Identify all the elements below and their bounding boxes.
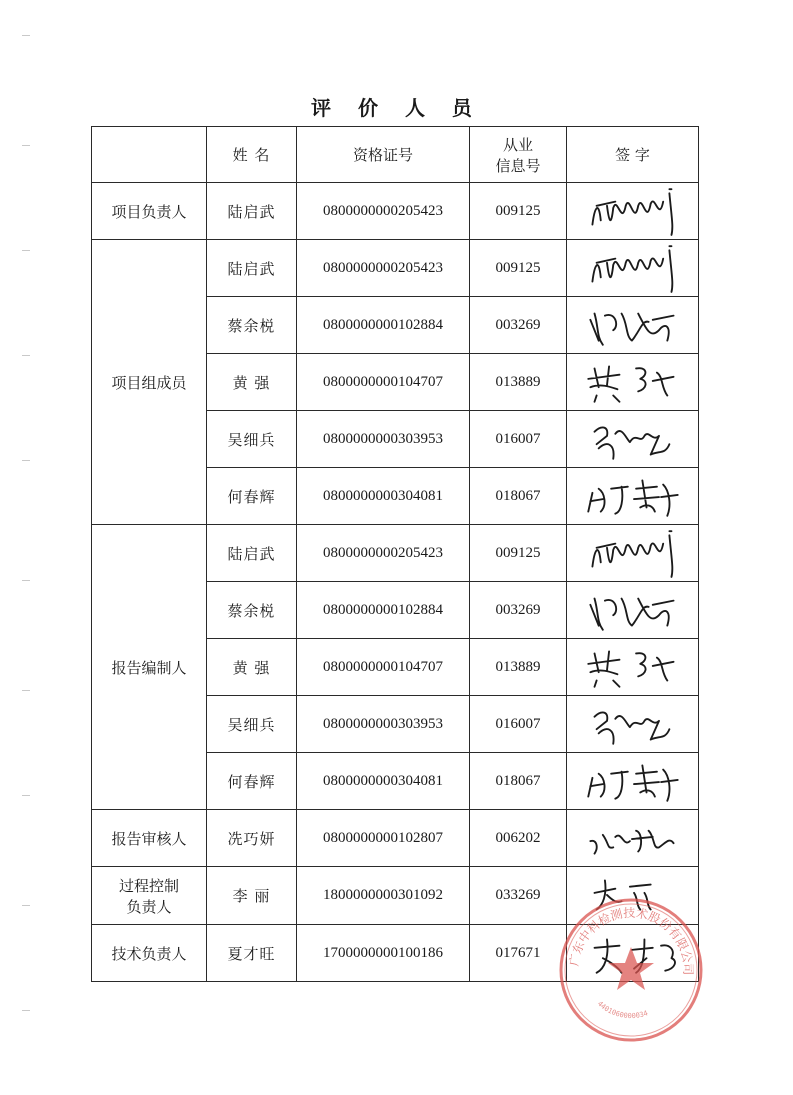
- signature-stroke: [592, 189, 672, 235]
- handwritten-signature: [578, 356, 688, 408]
- margin-tick: [22, 905, 30, 906]
- member-name: 陆启武: [207, 240, 297, 297]
- handwritten-signature: [578, 698, 688, 750]
- signature-cell: [567, 183, 699, 240]
- signature-cell: [567, 753, 699, 810]
- role-cell: 项目负责人: [92, 183, 207, 240]
- table-row: [92, 525, 699, 582]
- role-cell: 技术负责人: [92, 925, 207, 982]
- info-number: 016007: [470, 411, 567, 468]
- info-number: 003269: [470, 297, 567, 354]
- signature-stroke: [592, 246, 672, 292]
- margin-tick: [22, 35, 30, 36]
- info-number: 017671: [470, 925, 567, 982]
- role-cell: 报告编制人: [92, 525, 207, 810]
- handwritten-signature: [578, 470, 688, 522]
- handwritten-signature: [578, 755, 688, 807]
- handwritten-signature: [578, 185, 688, 237]
- cert-number: 0800000000304081: [297, 468, 470, 525]
- signature-stroke: [588, 765, 677, 800]
- member-name: 冼巧妍: [207, 810, 297, 867]
- signature-cell: [567, 867, 699, 925]
- handwritten-signature: [578, 812, 688, 864]
- signature-cell: [567, 411, 699, 468]
- member-name: 夏才旺: [207, 925, 297, 982]
- cert-number: 0800000000104707: [297, 354, 470, 411]
- member-name: 李 丽: [207, 867, 297, 925]
- cert-number: 0800000000102807: [297, 810, 470, 867]
- signature-stroke: [594, 880, 650, 909]
- member-name: 陆启武: [207, 525, 297, 582]
- cert-number: 0800000000104707: [297, 639, 470, 696]
- member-name: 吴细兵: [207, 696, 297, 753]
- info-number: 009125: [470, 525, 567, 582]
- table-row: [92, 867, 699, 925]
- signature-cell: [567, 240, 699, 297]
- signature-cell: [567, 639, 699, 696]
- table-row: [92, 240, 699, 297]
- header-info-line2: 信息号: [495, 156, 541, 175]
- header-role: [92, 127, 207, 183]
- cert-number: 0800000000205423: [297, 525, 470, 582]
- margin-tick: [22, 690, 30, 691]
- signature-stroke: [594, 427, 669, 458]
- margin-tick: [22, 460, 30, 461]
- member-name: 黄 强: [207, 354, 297, 411]
- info-number: 016007: [470, 696, 567, 753]
- role-line2: 负责人: [126, 897, 172, 916]
- seal-number: 4401060000034: [595, 999, 649, 1021]
- cert-number: 0800000000102884: [297, 582, 470, 639]
- signature-cell: [567, 582, 699, 639]
- member-name: 蔡余棁: [207, 297, 297, 354]
- header-cert: 资格证号: [297, 127, 470, 183]
- margin-tick: [22, 1010, 30, 1011]
- info-number: 018067: [470, 753, 567, 810]
- signature-cell: [567, 297, 699, 354]
- signature-stroke: [590, 831, 673, 854]
- table-row: [92, 183, 699, 240]
- cert-number: 0800000000205423: [297, 240, 470, 297]
- margin-tick: [22, 580, 30, 581]
- cert-number: 0800000000303953: [297, 696, 470, 753]
- signature-stroke: [590, 599, 673, 630]
- handwritten-signature: [578, 641, 688, 693]
- signature-stroke: [590, 314, 673, 345]
- handwritten-signature: [578, 927, 688, 979]
- signature-cell: [567, 354, 699, 411]
- table-row: [92, 810, 699, 867]
- signature-stroke: [594, 712, 669, 743]
- header-info: [470, 127, 567, 183]
- margin-tick: [22, 145, 30, 146]
- cert-number: 1800000000301092: [297, 867, 470, 925]
- table-row: [92, 925, 699, 982]
- margin-tick: [22, 355, 30, 356]
- signature-stroke: [588, 366, 673, 401]
- role-line1: 过程控制: [118, 876, 179, 895]
- header-name: 姓 名: [207, 127, 297, 183]
- seal-text: 广东中科检测技术股份有限公司: [566, 905, 696, 976]
- handwritten-signature: [578, 870, 688, 922]
- signature-stroke: [592, 531, 672, 577]
- table-body: [92, 183, 699, 982]
- handwritten-signature: [578, 584, 688, 636]
- info-number: 033269: [470, 867, 567, 925]
- cert-number: 0800000000303953: [297, 411, 470, 468]
- table-header-row: [92, 127, 699, 183]
- cert-number: 0800000000102884: [297, 297, 470, 354]
- info-number: 009125: [470, 240, 567, 297]
- info-number: 006202: [470, 810, 567, 867]
- member-name: 何春辉: [207, 468, 297, 525]
- svg-text:4401060000034: [596, 1000, 649, 1020]
- handwritten-signature: [578, 527, 688, 579]
- role-cell: [92, 867, 207, 925]
- header-info-line1: 从业: [502, 135, 533, 154]
- margin-tick: [22, 795, 30, 796]
- info-number: 018067: [470, 468, 567, 525]
- handwritten-signature: [578, 413, 688, 465]
- signature-cell: [567, 468, 699, 525]
- cert-number: 1700000000100186: [297, 925, 470, 982]
- signature-cell: [567, 925, 699, 982]
- handwritten-signature: [578, 299, 688, 351]
- handwritten-signature: [578, 242, 688, 294]
- signature-cell: [567, 696, 699, 753]
- role-cell: 报告审核人: [92, 810, 207, 867]
- signature-stroke: [594, 939, 674, 972]
- signature-cell: [567, 525, 699, 582]
- cert-number: 0800000000304081: [297, 753, 470, 810]
- member-name: 蔡余棁: [207, 582, 297, 639]
- member-name: 吴细兵: [207, 411, 297, 468]
- info-number: 009125: [470, 183, 567, 240]
- member-name: 何春辉: [207, 753, 297, 810]
- margin-tick: [22, 250, 30, 251]
- info-number: 013889: [470, 354, 567, 411]
- info-number: 013889: [470, 639, 567, 696]
- personnel-table: [91, 126, 699, 982]
- header-signature: 签 字: [567, 127, 699, 183]
- cert-number: 0800000000205423: [297, 183, 470, 240]
- member-name: 陆启武: [207, 183, 297, 240]
- signature-cell: [567, 810, 699, 867]
- signature-stroke: [588, 480, 677, 515]
- signature-stroke: [588, 651, 673, 686]
- info-number: 003269: [470, 582, 567, 639]
- role-cell: 项目组成员: [92, 240, 207, 525]
- member-name: 黄 强: [207, 639, 297, 696]
- page-title: 评 价 人 员: [311, 96, 482, 120]
